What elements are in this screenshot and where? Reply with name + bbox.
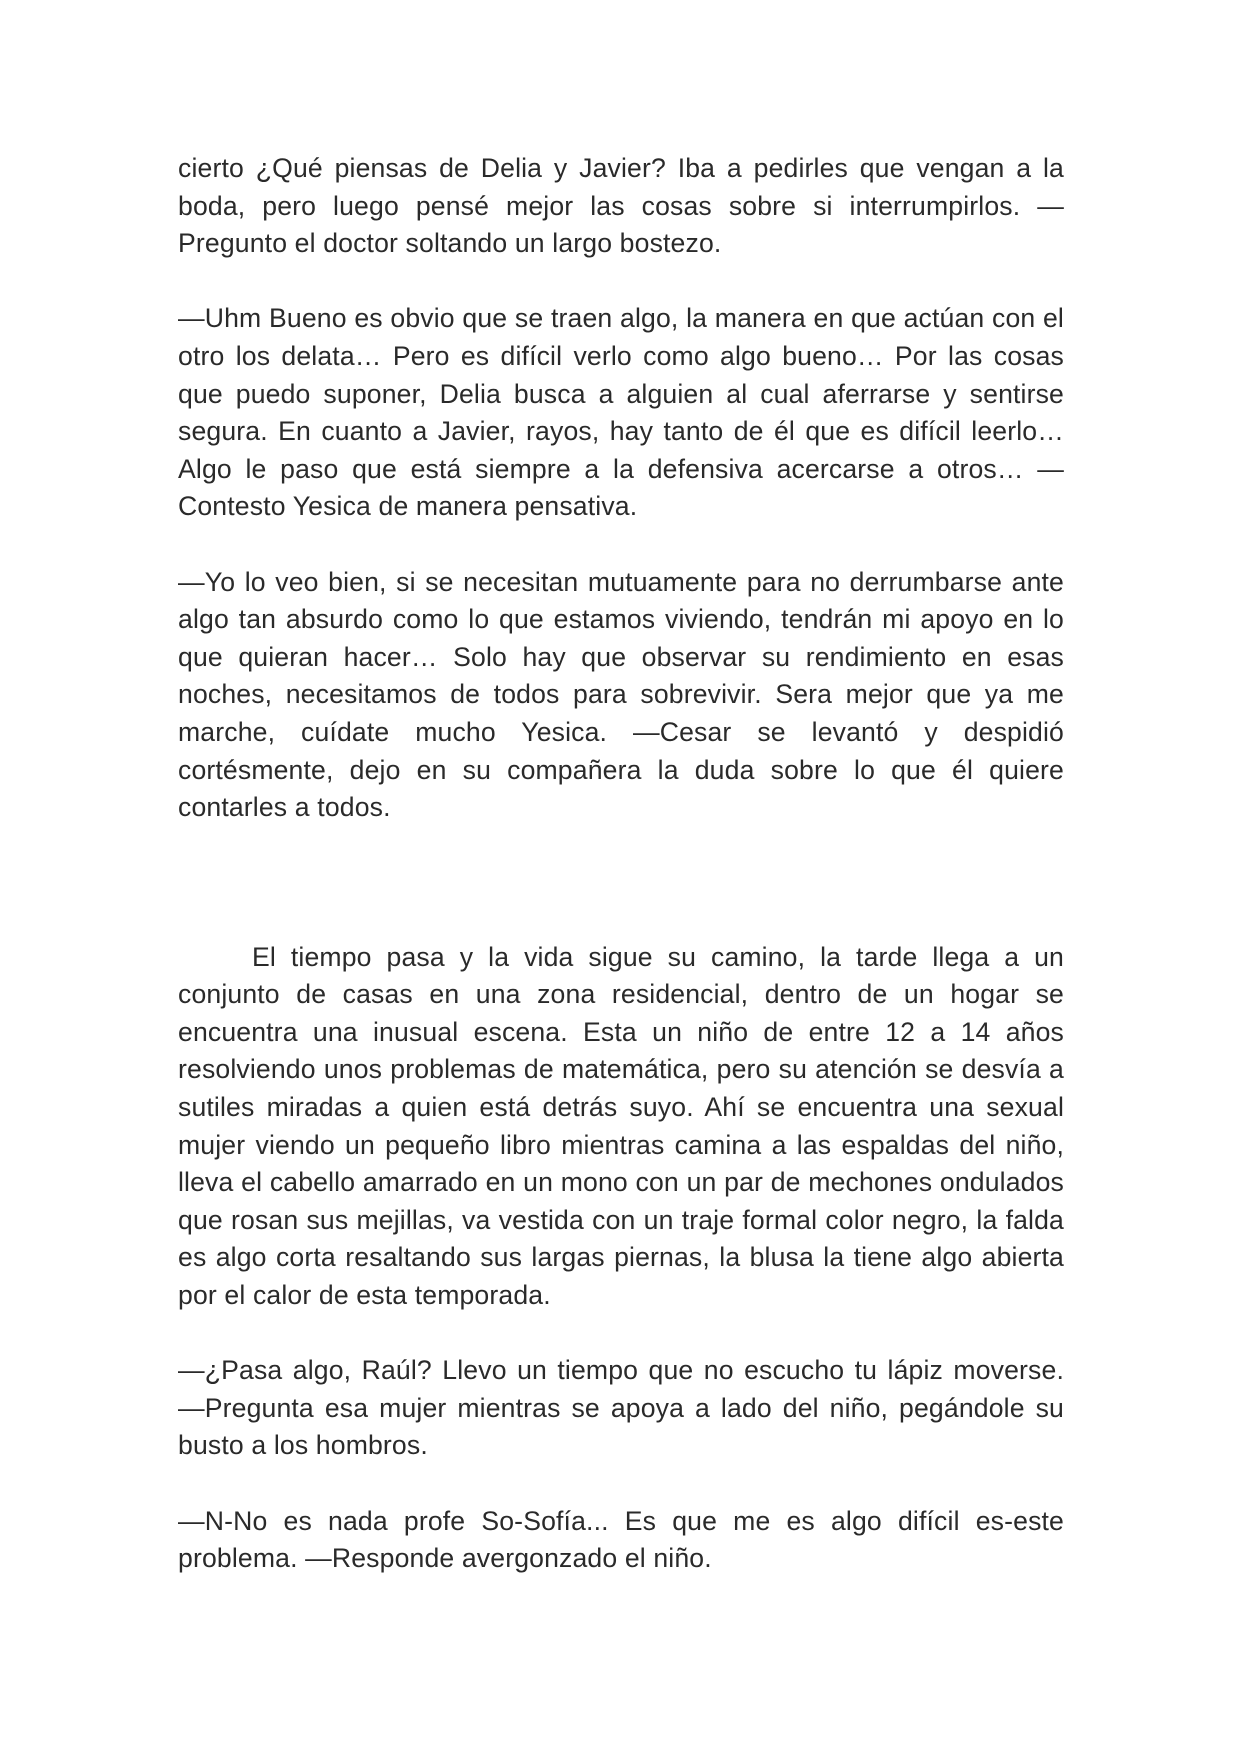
paragraph-3: —Yo lo veo bien, si se necesitan mutuamente para no derrumbarse ante algo tan absurdo como lo que estamos viviendo, tendrán mi apoyo en lo que quieran hacer… Solo hay que observar su rendimiento en esas noches, necesitamos de todos para sobrevivir. Sera mejor que ya me marche, cuídate mucho Yesica. —Cesar se levantó y despidió cortésmente, dejo en su compañera la duda sobre lo que él quiere contarles a todos.: [178, 566, 1064, 823]
paragraph-4: El tiempo pasa y la vida sigue su camino, la tarde llega a un conjunto de casas en una zona residencial, dentro de un hogar se encuentra una inusual escena. Esta un niño de entre 12 a 14 años resolviendo unos problemas de matemática, pero su atención se desvía a sutiles miradas a quien está detrás suyo. Ahí se encuentra una sexual mujer viendo un pequeño libro mientras camina a las espaldas del niño, lleva el cabello amarrado en un mono con un par de mechones ondulados que rosan sus mejillas, va vestida con un traje formal color negro, la falda es algo corta resaltando sus largas piernas, la blusa la tiene algo abierta por el calor de esta temporada.: [178, 941, 1064, 1311]
paragraph-6: —N-No es nada profe So-Sofía... Es que me es algo difícil es-este problema. —Responde avergonzado el niño.: [178, 1505, 1064, 1574]
paragraph-1: cierto ¿Qué piensas de Delia y Javier? Iba a pedirles que vengan a la boda, pero luego pensé mejor las cosas sobre si interrumpirlos. —Pregunto el doctor soltando un largo bostezo.: [178, 153, 1064, 259]
paragraph-2: —Uhm Bueno es obvio que se traen algo, la manera en que actúan con el otro los delata… Pero es difícil verlo como algo bueno… Por las cosas que puedo suponer, Delia busca a alguien al cual aferrarse y sentirse segura. En cuanto a Javier, rayos, hay tanto de él que es difícil leerlo… Algo le paso que está siempre a la defensiva acercarse a otros… —Contesto Yesica de manera pensativa.: [178, 303, 1064, 522]
paragraph-5: —¿Pasa algo, Raúl? Llevo un tiempo que no escucho tu lápiz moverse. —Pregunta esa mujer mientras se apoya a lado del niño, pegándole su busto a los hombros.: [178, 1355, 1064, 1461]
body-text: [178, 150, 1064, 1578]
